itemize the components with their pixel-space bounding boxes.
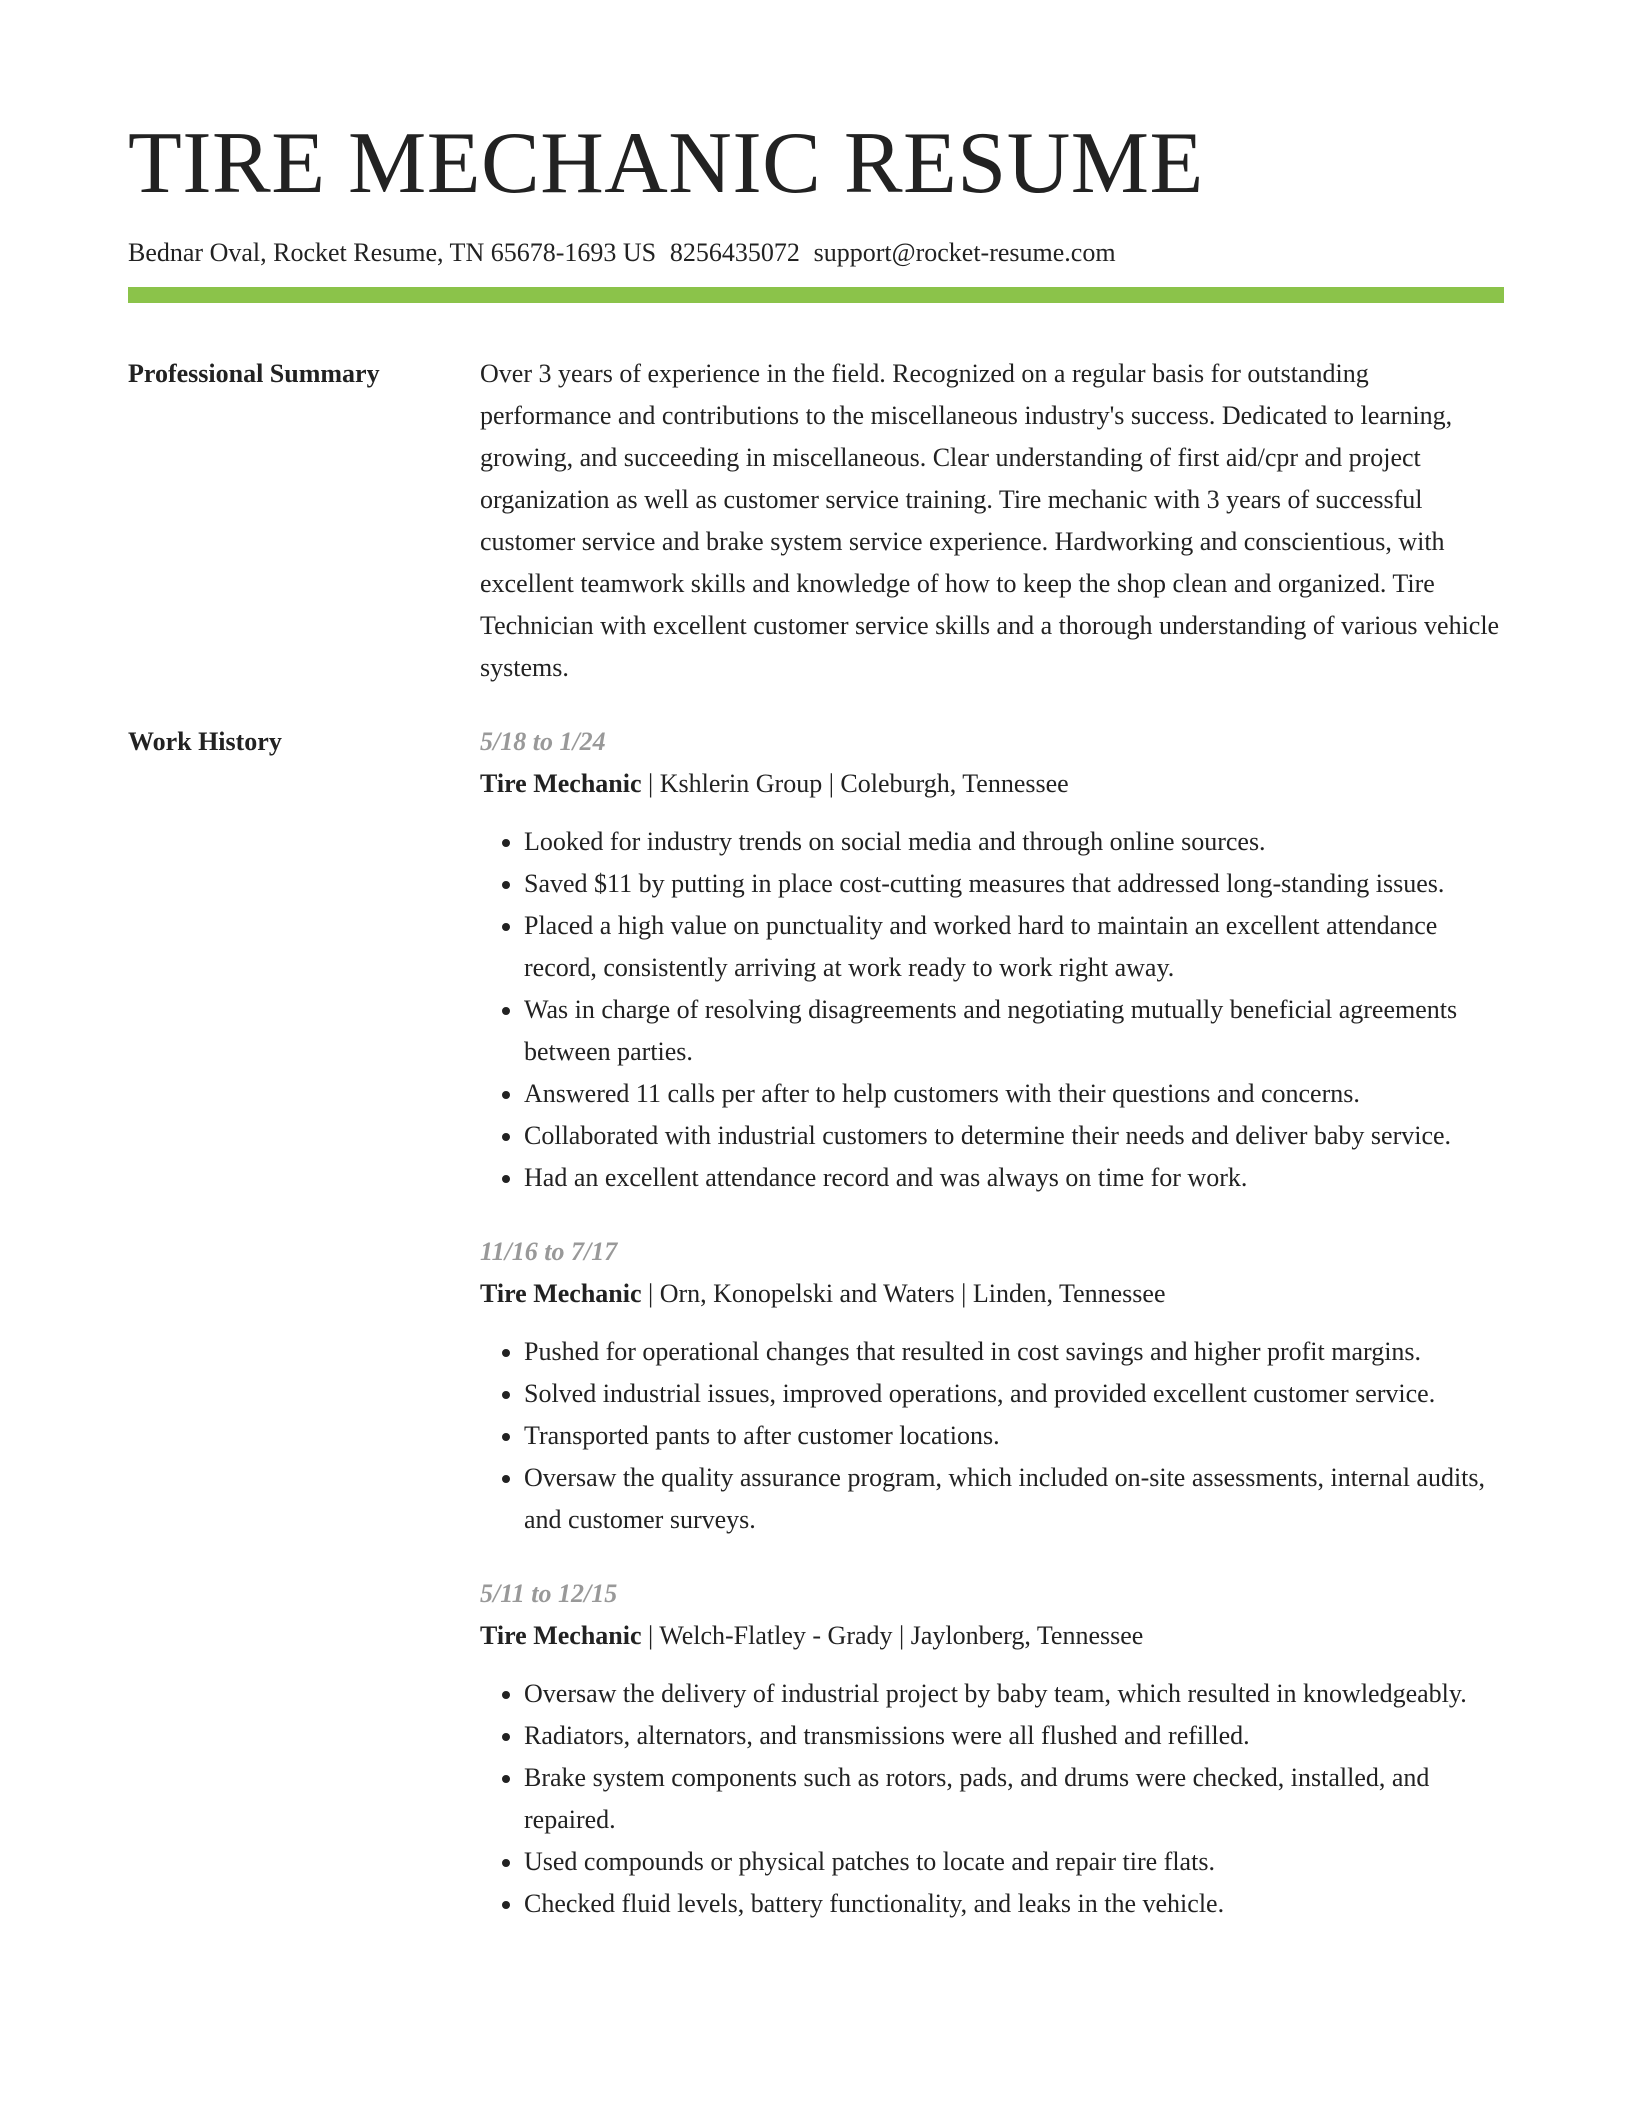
job-bullet: • Solved industrial issues, improved operations, and provided excellent customer service. (524, 1373, 1504, 1415)
resume-title: TIRE MECHANIC RESUME (128, 115, 1204, 212)
job-bullet: • Checked fluid levels, battery functionality, and leaks in the vehicle. (524, 1883, 1504, 1925)
job-bullet-list (480, 1673, 1504, 1925)
job-bullet-list (480, 821, 1504, 1199)
contact-phone: 8256435072 (669, 238, 800, 267)
job-title: Tire Mechanic (480, 768, 642, 798)
job-title: Tire Mechanic (480, 1620, 642, 1650)
summary-text: Over 3 years of experience in the field. Recognized on a regular basis for outstanding performance and contributions to the miscellaneous industry's success. Dedicated to learning, growing, and succeeding in miscellaneous. Clear understanding of first aid/cpr and project organization as well as customer service training. Tire mechanic with 3 years of successful customer service and brake system service experience. Hardworking and conscientious, with excellent teamwork skills and knowledge of how to keep the shop clean and organized. Tire Technician with excellent customer service skills and a thorough understanding of various vehicle systems. (480, 358, 1500, 682)
job-bullet: • Oversaw the delivery of industrial project by baby team, which resulted in knowledgeably. (524, 1673, 1504, 1715)
job-title: Tire Mechanic (480, 1278, 642, 1308)
job-employer-location: | Kshlerin Group | Coleburgh, Tennessee (641, 768, 1069, 798)
job-bullet: • Radiators, alternators, and transmissions were all flushed and refilled. (524, 1715, 1504, 1757)
work-history-list (480, 721, 1504, 1925)
job-bullet: • Transported pants to after customer locations. (524, 1415, 1504, 1457)
contact-address: Bednar Oval, Rocket Resume, TN 65678-1693 US (128, 238, 657, 267)
contact-info (128, 236, 1504, 270)
job-dates: 5/11 to 12/15 (480, 1578, 618, 1608)
job-entry (480, 1573, 1504, 1925)
job-bullet: • Had an excellent attendance record and was always on time for work. (524, 1157, 1504, 1199)
job-heading (480, 763, 1504, 805)
job-entry (480, 721, 1504, 1199)
resume-header (128, 115, 1504, 303)
job-dates: 5/18 to 1/24 (480, 726, 606, 756)
job-bullet: • Oversaw the quality assurance program, which included on-site assessments, internal audits, and customer surveys. (524, 1457, 1504, 1541)
job-bullet: • Saved $11 by putting in place cost-cutting measures that addressed long-standing issues. (524, 863, 1504, 905)
job-bullet: • Used compounds or physical patches to locate and repair tire flats. (524, 1841, 1504, 1883)
job-dates: 11/16 to 7/17 (480, 1236, 618, 1266)
job-bullet: • Was in charge of resolving disagreements and negotiating mutually beneficial agreements between parties. (524, 989, 1504, 1073)
job-heading (480, 1273, 1504, 1315)
job-bullet: • Answered 11 calls per after to help customers with their questions and concerns. (524, 1073, 1504, 1115)
job-bullet: • Looked for industry trends on social media and through online sources. (524, 821, 1504, 863)
job-bullet: • Pushed for operational changes that resulted in cost savings and higher profit margins. (524, 1331, 1504, 1373)
job-employer-location: | Welch-Flatley - Grady | Jaylonberg, Tennessee (641, 1620, 1144, 1650)
contact-email: support@rocket-resume.com (813, 238, 1116, 267)
job-employer-location: | Orn, Konopelski and Waters | Linden, Tennessee (641, 1278, 1166, 1308)
job-bullet: • Placed a high value on punctuality and worked hard to maintain an excellent attendance record, consistently arriving at work ready to work right away. (524, 905, 1504, 989)
job-heading (480, 1615, 1504, 1657)
work-history-section (128, 721, 1504, 1925)
job-bullet: • Brake system components such as rotors, pads, and drums were checked, installed, and repaired. (524, 1757, 1504, 1841)
professional-summary-section (128, 353, 1504, 689)
header-divider (128, 287, 1504, 303)
job-entry (480, 1231, 1504, 1541)
job-bullet-list (480, 1331, 1504, 1541)
job-bullet: • Collaborated with industrial customers to determine their needs and deliver baby service. (524, 1115, 1504, 1157)
section-label-work-history: Work History (128, 726, 282, 756)
section-label-summary: Professional Summary (128, 358, 380, 388)
